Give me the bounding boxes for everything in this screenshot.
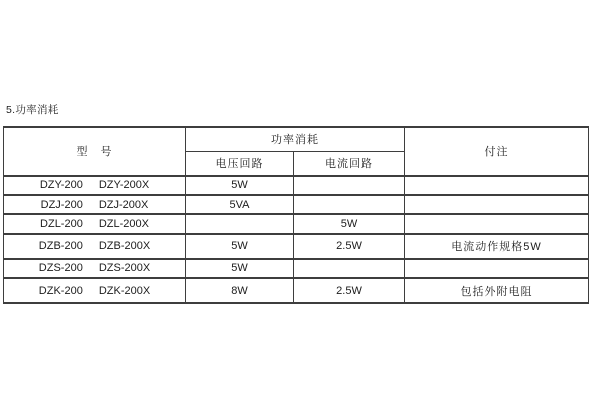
current-value-cell: 5W <box>294 214 405 233</box>
table-row-dzk <box>4 278 589 303</box>
model-cell <box>4 259 186 278</box>
model-primary: DZS-200 <box>38 262 83 275</box>
model-primary: DZJ-200 <box>40 198 83 211</box>
model-variant: DZY-200X <box>98 179 150 192</box>
note-cell <box>405 214 589 233</box>
current-value-cell <box>294 176 405 195</box>
voltage-value-cell: 5W <box>186 234 294 259</box>
model-variant: DZJ-200X <box>98 198 149 211</box>
table-row-dzj <box>4 195 589 214</box>
model-variant: DZB-200X <box>98 240 151 253</box>
model-primary: DZK-200 <box>38 284 83 297</box>
table-row-dzs <box>4 259 589 278</box>
model-cell <box>4 195 186 214</box>
voltage-value-cell: 5W <box>186 259 294 278</box>
model-variant: DZK-200X <box>98 284 151 297</box>
note-cell: 电流动作规格5W <box>405 234 589 259</box>
current-value-cell: 2.5W <box>294 278 405 303</box>
section-title: 5.功率消耗 <box>6 104 59 116</box>
note-cell <box>405 259 589 278</box>
model-primary: DZL-200 <box>40 217 83 230</box>
table-row-dzl <box>4 214 589 233</box>
header-current-circuit: 电流回路 <box>294 151 405 175</box>
model-primary: DZB-200 <box>38 240 83 253</box>
model-cell <box>4 278 186 303</box>
table-row-dzy <box>4 176 589 195</box>
voltage-value-cell: 5W <box>186 176 294 195</box>
voltage-value-cell: 8W <box>186 278 294 303</box>
model-cell <box>4 176 186 195</box>
model-primary: DZY-200 <box>39 179 83 192</box>
note-cell <box>405 176 589 195</box>
current-value-cell <box>294 195 405 214</box>
note-cell <box>405 195 589 214</box>
model-variant: DZS-200X <box>98 262 151 275</box>
header-voltage-circuit: 电压回路 <box>186 151 294 175</box>
voltage-value-cell <box>186 214 294 233</box>
model-cell <box>4 214 186 233</box>
current-value-cell: 2.5W <box>294 234 405 259</box>
voltage-value-cell: 5VA <box>186 195 294 214</box>
model-variant: DZL-200X <box>98 217 149 230</box>
current-value-cell <box>294 259 405 278</box>
header-note: 付注 <box>405 127 589 176</box>
table-row-dzb <box>4 234 589 259</box>
power-consumption-table <box>3 126 589 304</box>
model-cell <box>4 234 186 259</box>
header-row-top <box>4 127 589 151</box>
header-model: 型 号 <box>4 127 186 176</box>
header-power-consumption-group: 功率消耗 <box>186 127 405 151</box>
note-cell: 包括外附电阻 <box>405 278 589 303</box>
